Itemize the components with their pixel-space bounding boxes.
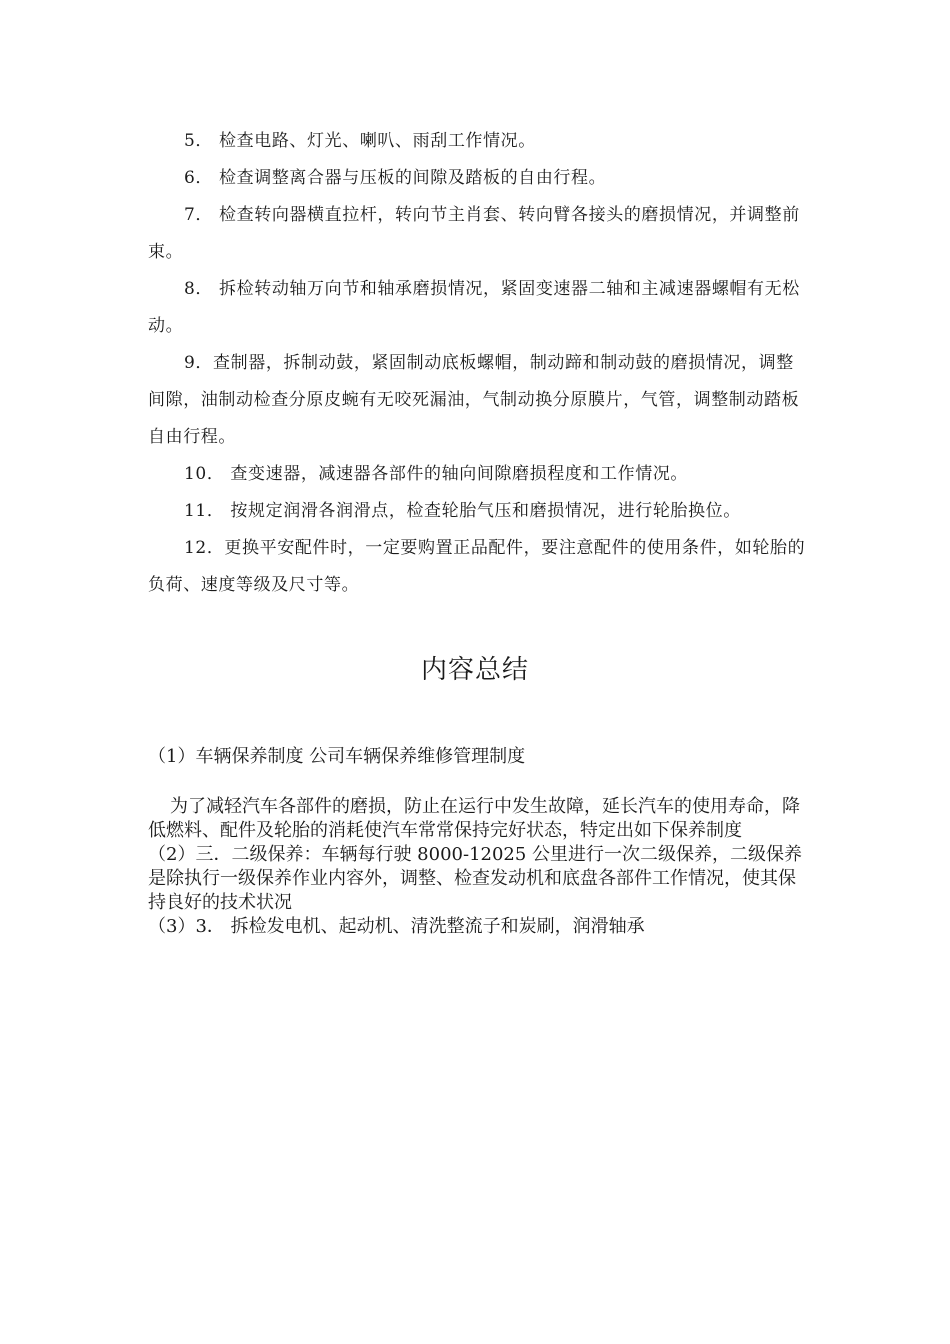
maintenance-item-list [148,123,808,604]
summary-heading: 内容总结 [420,655,529,685]
list-item: 10． 查变速器，减速器各部件的轴向间隙磨损程度和工作情况。 [184,464,689,484]
summary-paragraph-3: （3）3． 拆检发电机、起动机、清洗整流子和炭刷，润滑轴承 [148,916,645,937]
summary-paragraph-2: （2）三．二级保养：车辆每行驶 8000-12025 公里进行一次二级保养，二级保养是除执行一级保养作业内容外，调整、检查发动机和底盘各部件工作情况，使其保持良好的技术状况 [148,844,803,913]
summary-body [148,795,808,939]
list-item: 12．更换平安配件时，一定要购置正品配件，要注意配件的使用条件，如轮胎的负荷、速度等级及尺寸等。 [148,538,806,595]
list-item: 11． 按规定润滑各润滑点，检查轮胎气压和磨损情况，进行轮胎换位。 [184,501,741,521]
list-item: 6． 检查调整离合器与压板的间隙及踏板的自由行程。 [184,168,607,188]
list-item: 5． 检查电路、灯光、喇叭、雨刮工作情况。 [184,131,536,151]
summary-paragraph-1: 为了减轻汽车各部件的磨损，防止在运行中发生故障，延长汽车的使用寿命，降低燃料、配件及轮胎的消耗使汽车常常保持完好状态，特定出如下保养制度 [148,796,800,841]
list-item: 7． 检查转向器横直拉杆，转向节主肖套、转向臂各接头的磨损情况，并调整前束。 [148,205,800,262]
list-item: 9．查制器，拆制动鼓，紧固制动底板螺帽，制动蹄和制动鼓的磨损情况，调整间隙，油制动检查分原皮蜿有无咬死漏油，气制动换分原膜片，气管，调整制动踏板自由行程。 [148,353,800,447]
list-item: 8． 拆检转动轴万向节和轴承磨损情况，紧固变速器二轴和主减速器螺帽有无松动。 [148,279,800,336]
summary-line-1: （1）车辆保养制度 公司车辆保养维修管理制度 [148,746,526,767]
